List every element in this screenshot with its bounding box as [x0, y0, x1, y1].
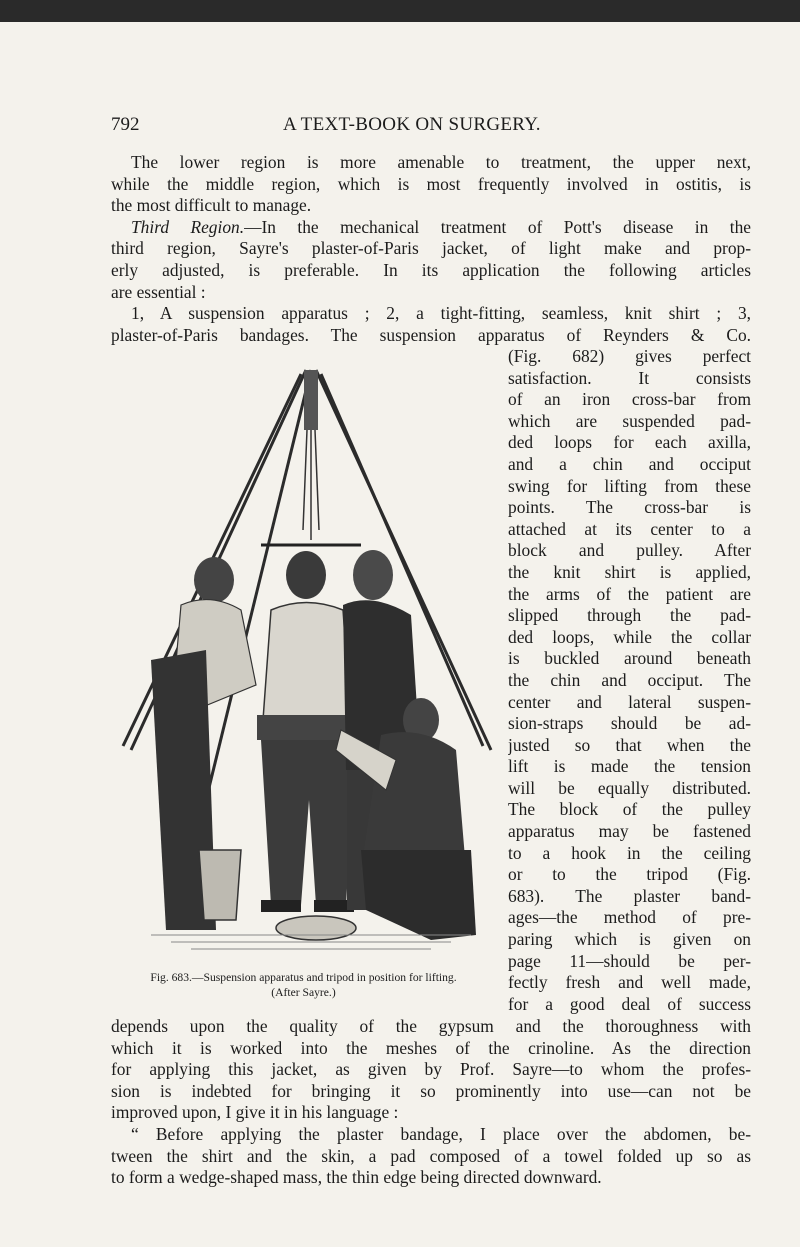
text-line: “ Before applying the plaster bandage, I place over the abdomen, be-: [131, 1123, 751, 1144]
bottom-text-block: [111, 1016, 751, 1189]
text-line: plaster-of-Paris bandages. The suspension apparatus of Reynders & Co.: [111, 324, 751, 345]
right-column-line: points. The cross-bar is: [508, 497, 751, 518]
right-column-line: for a good deal of success: [508, 993, 751, 1014]
running-header: [111, 114, 751, 138]
right-column-line: swing for lifting from these: [508, 475, 751, 496]
right-column-line: slipped through the pad-: [508, 605, 751, 626]
text-line: are essential :: [111, 281, 206, 302]
right-column-line: the chin and occiput. The: [508, 669, 751, 690]
running-title: A TEXT-BOOK ON SURGERY.: [283, 114, 541, 135]
right-column-line: page 11—should be per-: [508, 950, 751, 971]
right-column-line: of an iron cross-bar from: [508, 389, 751, 410]
right-column-line: center and lateral suspen-: [508, 691, 751, 712]
right-column-line: attached at its center to a: [508, 518, 751, 539]
figure-683: [111, 330, 496, 958]
text-line: third region, Sayre's plaster-of-Paris jacket, of light make and prop-: [111, 238, 751, 259]
right-column-line: to a hook in the ceiling: [508, 842, 751, 863]
text-line: erly adjusted, is preferable. In its application the following articles: [111, 259, 751, 280]
text-line: depends upon the quality of the gypsum and the thoroughness with: [111, 1016, 751, 1036]
right-column-line: will be equally distributed.: [508, 777, 751, 798]
right-column-line: (Fig. 682) gives perfect: [508, 346, 751, 366]
figure-caption: [111, 970, 496, 1000]
right-column-text: [508, 346, 751, 1015]
right-column-line: fectly fresh and well made,: [508, 972, 751, 993]
top-text-block: [111, 152, 751, 346]
text-line: The lower region is more amenable to treatment, the upper next,: [131, 152, 751, 172]
text-line: [111, 217, 751, 239]
right-column-line: apparatus may be fastened: [508, 821, 751, 842]
page-number: 792: [111, 114, 140, 135]
caption-line-2: (After Sayre.): [271, 986, 336, 999]
right-column-line: block and pulley. After: [508, 540, 751, 561]
right-column-line: the knit shirt is applied,: [508, 561, 751, 582]
right-column-line: lift is made the tension: [508, 756, 751, 777]
scan-top-edge: [0, 0, 800, 22]
text-line: while the middle region, which is most frequently involved in ostitis, is: [111, 173, 751, 194]
text-line: 1, A suspension apparatus ; 2, a tight-fitting, seamless, knit shirt ; 3,: [131, 303, 751, 324]
right-column-line: which are suspended pad-: [508, 410, 751, 431]
right-column-line: ded loops for each axilla,: [508, 432, 751, 453]
text-line: improved upon, I give it in his language :: [111, 1102, 399, 1123]
caption-line-1: Fig. 683.—Suspension apparatus and tripod in position for lifting.: [150, 971, 457, 984]
right-column-line: paring which is given on: [508, 929, 751, 950]
right-column-line: or to the tripod (Fig.: [508, 864, 751, 885]
third-region-line-0: —In the mechanical treatment of Pott's disease in the: [244, 216, 751, 237]
text-line: for applying this jacket, as given by Prof. Sayre—to whom the profes-: [111, 1059, 751, 1080]
right-column-line: satisfaction. It consists: [508, 367, 751, 388]
text-line: the most difficult to manage.: [111, 195, 312, 216]
right-column-line: The block of the pulley: [508, 799, 751, 820]
text-line: sion is indebted for bringing it so prominently into use—can not be: [111, 1080, 751, 1101]
right-column-line: the arms of the patient are: [508, 583, 751, 604]
text-line: to form a wedge-shaped mass, the thin edge being directed downward.: [111, 1167, 602, 1188]
right-column-line: is buckled around beneath: [508, 648, 751, 669]
right-column-line: ages—the method of pre-: [508, 907, 751, 928]
right-column-line: sion-straps should be ad-: [508, 713, 751, 734]
text-line: which it is worked into the meshes of the crinoline. As the direction: [111, 1037, 751, 1058]
right-column-line: ded loops, while the collar: [508, 626, 751, 647]
right-column-line: 683). The plaster band-: [508, 885, 751, 906]
engraving-illustration: [111, 330, 496, 958]
text-line: tween the shirt and the skin, a pad composed of a towel folded up so as: [111, 1145, 751, 1166]
right-column-line: and a chin and occiput: [508, 453, 751, 474]
right-column-line: justed so that when the: [508, 734, 751, 755]
third-region-heading: Third Region.: [131, 216, 245, 237]
